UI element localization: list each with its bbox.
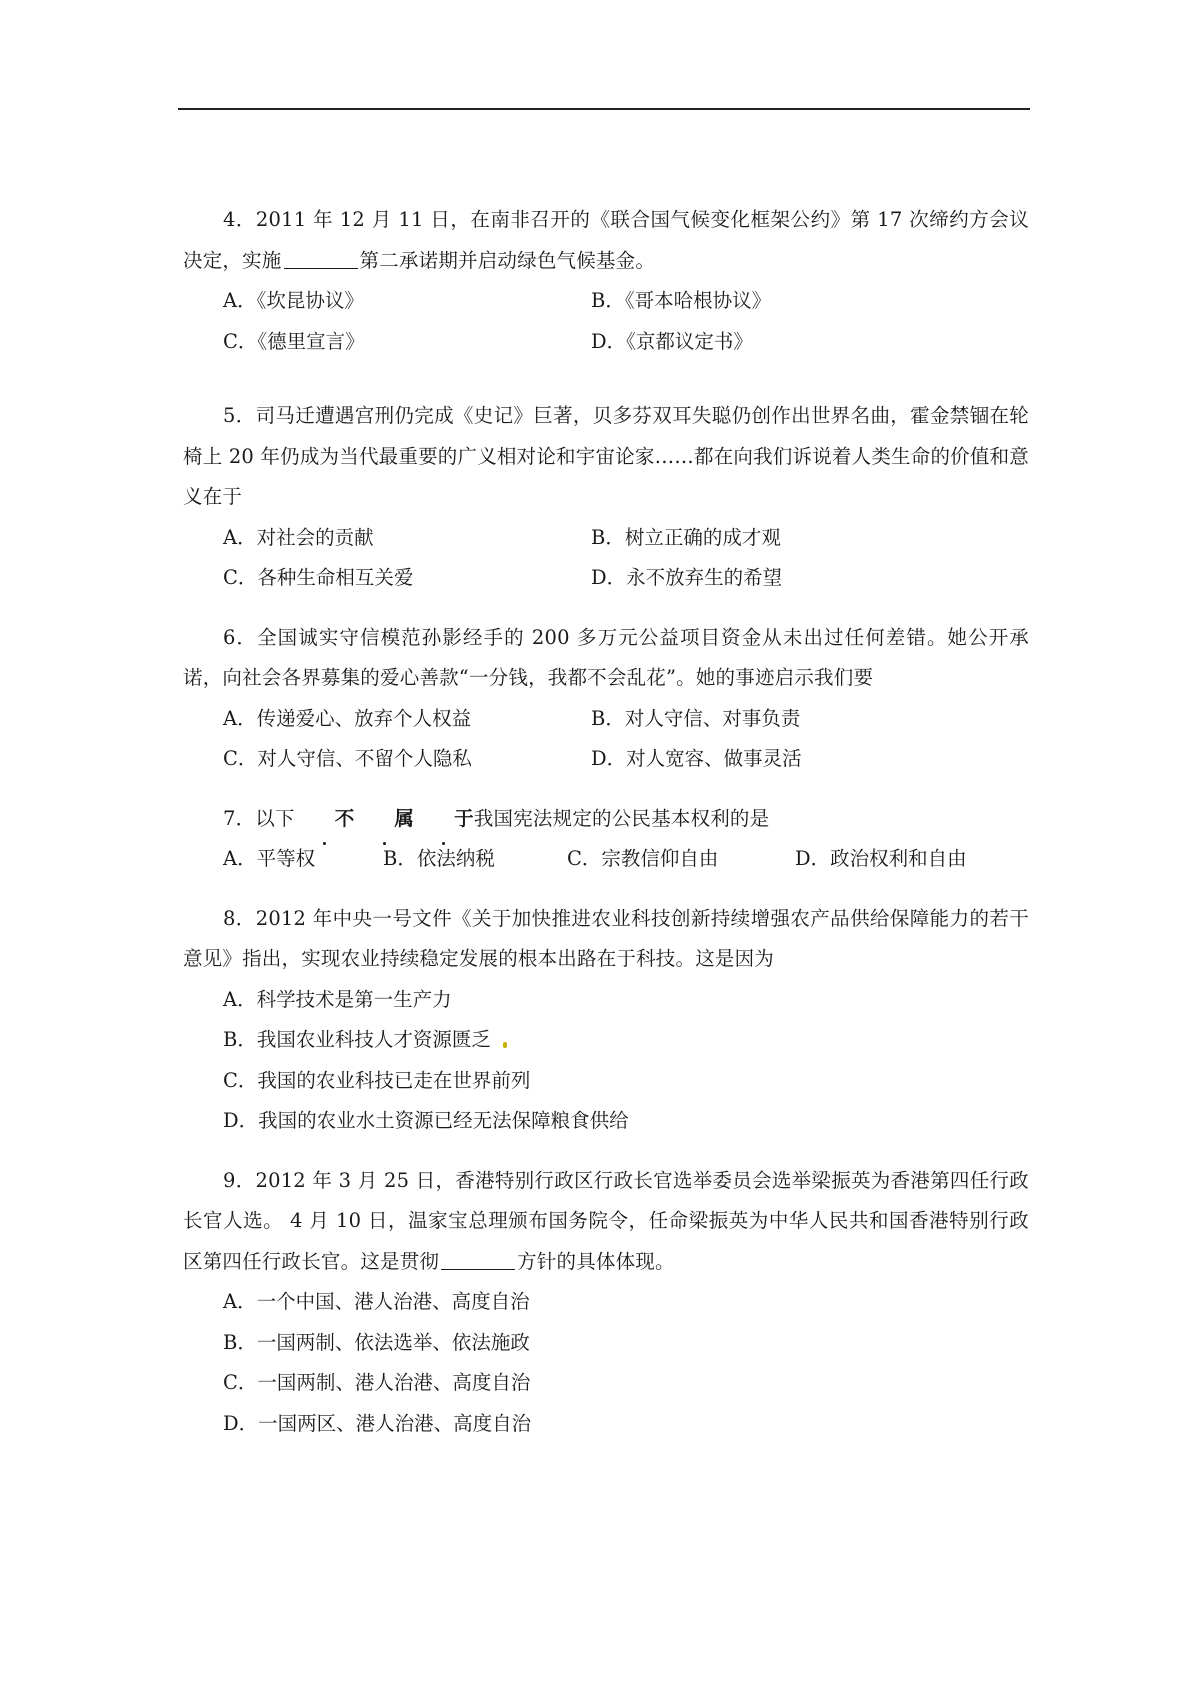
option-a: A．对社会的贡献 [223, 525, 374, 549]
question-4 [183, 200, 1029, 362]
option-d: D．永不放弃生的希望 [591, 566, 783, 589]
option-a: A．平等权 [223, 847, 316, 870]
emphasis-char: 于 [414, 799, 474, 840]
option-d-text: D．政治权利和自由 [795, 847, 967, 870]
option-b-text: B．我国农业科技人才资源匮乏 [223, 1028, 491, 1051]
question-7-stem-prefix: 7．以下 [223, 806, 295, 830]
option-a: A．科学技术是第一生产力 [223, 987, 452, 1011]
question-7 [183, 799, 1029, 880]
option-d: D．对人宽容、做事灵活 [591, 747, 802, 770]
question-9-options [183, 1282, 1029, 1444]
question-page [183, 200, 1029, 1444]
option-b: B．树立正确的成才观 [591, 525, 781, 549]
question-5-options [183, 518, 1029, 599]
question-6-stem: 6．全国诚实守信模范孙影经手的 200 多万元公益项目资金从未出过任何差错。她公开承诺，向社会各界募集的爱心善款“一分钱，我都不会乱花”。她的事迹启示我们要 [183, 625, 1029, 689]
question-5-stem: 5．司马迁遭遇宫刑仍完成《史记》巨著，贝多芬双耳失聪仍创作出世界名曲，霍金禁锢在轮椅上 20 年仍成为当代最重要的广义相对论和宇宙论家……都在向我们诉说着人类生命的价值和意义在于 [183, 404, 1029, 508]
option-a: A．《坎昆协议》 [223, 289, 364, 312]
option-c: C．《德里宣言》 [223, 329, 365, 353]
question-4-options [183, 281, 1029, 362]
option-c: C．宗教信仰自由 [567, 847, 719, 870]
option-c: C．各种生命相互关爱 [223, 566, 414, 589]
question-8-options [183, 980, 1029, 1142]
option-b: B．对人守信、对事负责 [591, 706, 801, 730]
option-c: C．我国的农业科技已走在世界前列 [223, 1068, 531, 1092]
question-6 [183, 618, 1029, 780]
question-7-stem-suffix: 我国宪法规定的公民基本权利的是 [473, 806, 770, 830]
option-b [223, 1020, 1029, 1061]
question-4-stem-end: 第二承诺期并启动绿色气候基金。 [359, 248, 656, 272]
answer-blank [441, 1245, 515, 1270]
question-9-stem-start: 9．2012 年 3 月 25 日，香港特别行政区行政长官选举委员会选举梁振英为香港第四任行政长官人选。 4 月 10 日，温家宝总理颁布国务院令，任命梁振英为中华人民共和国香港特别行政区第四任行政长官。这是贯彻 [183, 1168, 1029, 1273]
question-4-stem [183, 200, 1029, 281]
question-5 [183, 396, 1029, 599]
emphasized-negation [295, 807, 474, 830]
question-9-stem-end: 方针的具体体现。 [517, 1249, 675, 1273]
question-4-stem-start: 4．2011 年 12 月 11 日，在南非召开的《联合国气候变化框架公约》第 17 次缔约方会议决定，实施 [183, 208, 1029, 272]
question-9 [183, 1161, 1029, 1445]
question-7-stem [183, 799, 1029, 840]
question-9-stem [183, 1161, 1029, 1283]
emphasis-char: 不 [295, 799, 355, 840]
option-d: D．一国两区、港人治港、高度自治 [223, 1411, 532, 1435]
question-8 [183, 899, 1029, 1142]
option-b: B．《哥本哈根协议》 [591, 289, 772, 312]
option-d: D．我国的农业水土资源已经无法保障粮食供给 [223, 1109, 629, 1132]
option-b: B．一国两制、依法选举、依法施政 [223, 1330, 530, 1354]
question-7-options [183, 839, 1029, 880]
option-c: C．一国两制、港人治港、高度自治 [223, 1371, 531, 1394]
option-c: C．对人守信、不留个人隐私 [223, 747, 472, 770]
scan-speck [503, 1042, 507, 1048]
question-8-stem: 8．2012 年中央一号文件《关于加快推进农业科技创新持续增强农产品供给保障能力的若干意见》指出，实现农业持续稳定发展的根本出路在于科技。这是因为 [183, 906, 1029, 970]
option-b: B．依法纳税 [383, 847, 495, 870]
question-6-options [183, 699, 1029, 780]
option-d [795, 839, 1065, 880]
option-d: D．《京都议定书》 [591, 329, 753, 353]
option-a: A．一个中国、港人治港、高度自治 [223, 1290, 530, 1313]
answer-blank [284, 244, 358, 269]
header-rule [178, 108, 1030, 110]
emphasis-char: 属 [354, 799, 414, 840]
option-a: A．传递爱心、放弃个人权益 [223, 706, 472, 730]
